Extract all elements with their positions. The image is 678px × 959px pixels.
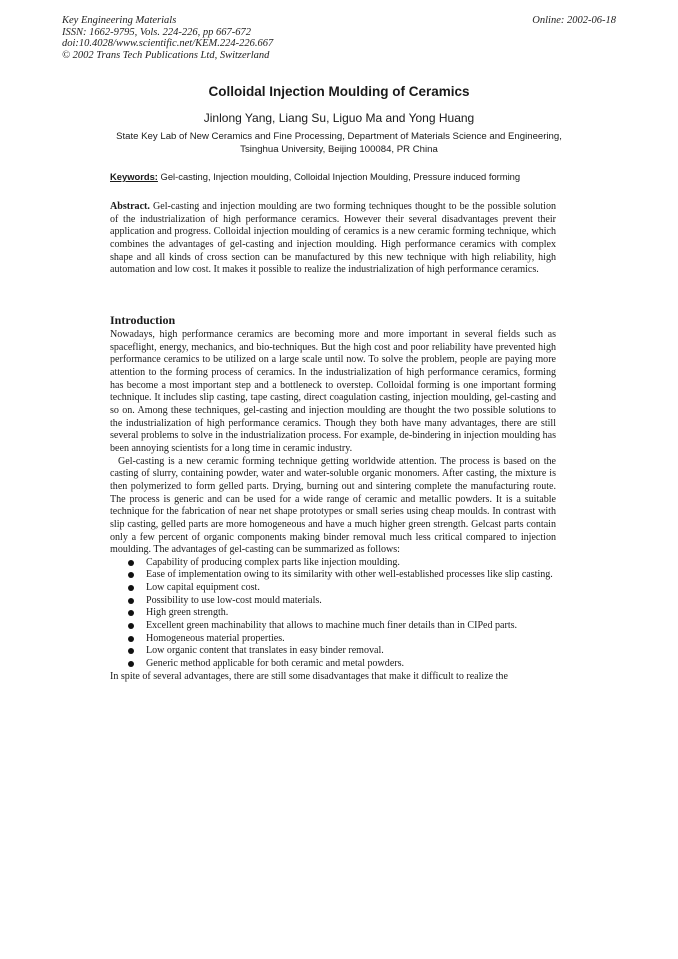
intro-paragraph: Nowadays, high performance ceramics are becoming more and more important in several fields such as spaceflight, energy, mechanics, and bio-techniques. But the high cost and poor reliability have prevented high performance ceramics to be utilized on a large scale until now. To solve the problem, people are paying more attention to the forming process of ceramics. In the industrialization of high performance ceramics, forming has become a most important step and a bottleneck to overstep. Colloidal forming is one important forming technique. It includes slip casting, tape casting, direct coagulation casting, injection moulding, gel-casting and so on. Among these techniques, gel-casting and injection moulding are thought the two possible solutions to the industrialization of high performance ceramics. Though they both have many advantages, there are still several problems to solve in the industrialization process. For example, de-bindering in injection moulding has been annoying scientists for a long time in ceramic industry.	[110, 329, 556, 454]
abstract-text: Gel-casting and injection moulding are two forming techniques thought to be the possible solution of the industrialization of high performance ceramics. However their several disadvantages prevent their application and progress. Colloidal injection moulding of ceramics is a new ceramic forming technique, which combines the advantages of gel-casting and injection moulding. High performance ceramics with complex shape and all kinds of cross section can be manufactured by this new technique with high reliability, high automation and low cost. It makes it possible to realize the industrialization of high performance ceramics.	[110, 201, 557, 276]
keywords-text: Gel-casting, Injection moulding, Colloidal Injection Moulding, Pressure induced forming	[160, 171, 521, 182]
advantages-list	[110, 557, 556, 671]
keywords-line	[110, 171, 580, 182]
bullet-icon	[128, 610, 134, 616]
list-item	[110, 658, 556, 671]
abstract-label: Abstract.	[110, 201, 150, 212]
intro-paragraph: Gel-casting is a new ceramic forming technique getting worldwide attention. The process is based on the casting of slurry, containing powder, water and water-soluble organic monomers. After casting, the mixture is then polymerized to form gelled parts. Drying, burning out and sintering complete the manufacturing route. The process is generic and can be used for a wide range of ceramic and metallic powders. It is a suitable technique for the fabrication of near net shape prototypes or small series using cheap moulds. In contrast with slip casting, gelled parts are more homogeneous and have a much higher green strength. Gelcast parts contain only a few percent of organic components making binder removal much less critical compared to injection moulding. The advantages of gel-casting can be summarized as follows:	[110, 455, 556, 556]
issn-line: ISSN: 1662-9795, Vols. 224-226, pp 667-672	[62, 26, 251, 38]
bullet-icon	[128, 585, 134, 591]
list-item-text: Homogeneous material properties.	[146, 632, 285, 644]
list-item-text: High green strength.	[146, 607, 229, 619]
list-item-text: Excellent green machinability that allows to machine much finer details than in CIPed parts.	[146, 620, 518, 632]
list-item	[110, 569, 556, 582]
bullet-icon	[128, 560, 134, 566]
copyright-line: © 2002 Trans Tech Publications Ltd, Switzerland	[62, 49, 270, 61]
bullet-icon	[128, 661, 134, 667]
journal-name: Key Engineering Materials	[62, 15, 177, 26]
list-item	[110, 582, 556, 595]
list-item-text: Low capital equipment cost.	[146, 582, 260, 594]
bullet-icon	[128, 598, 134, 604]
doi-link[interactable]: doi:10.4028/www.scientific.net/KEM.224-226.667	[62, 38, 274, 49]
list-item	[110, 595, 556, 608]
list-item	[110, 633, 556, 646]
list-item	[110, 607, 556, 620]
paper-title: Colloidal Injection Moulding of Ceramics	[208, 84, 470, 99]
list-item	[110, 620, 556, 633]
bullet-icon	[128, 572, 134, 578]
bullet-icon	[128, 623, 134, 629]
keywords-label: Keywords:	[110, 171, 158, 182]
author-list: Jinlong Yang, Liang Su, Liguo Ma and Yong Huang	[203, 111, 475, 125]
intro-paragraph: In spite of several advantages, there are still some disadvantages that make it difficult to realize the	[110, 670, 508, 682]
bullet-icon	[128, 636, 134, 642]
list-item-text: Low organic content that translates in easy binder removal.	[146, 645, 384, 657]
list-item	[110, 557, 556, 570]
affiliation: State Key Lab of New Ceramics and Fine Processing, Department of Materials Science and Engineering, Tsinghua University, Beijing 100084, PR China	[116, 131, 562, 155]
bullet-icon	[128, 648, 134, 654]
list-item-text: Capability of producing complex parts like injection moulding.	[146, 556, 400, 568]
abstract-block	[110, 201, 556, 277]
list-item	[110, 645, 556, 658]
introduction-body	[110, 329, 556, 683]
online-date: Online: 2002-06-18	[532, 15, 616, 26]
journal-header	[62, 15, 273, 61]
list-item-text: Possibility to use low-cost mould materials.	[146, 594, 322, 606]
list-item-text: Generic method applicable for both ceramic and metal powders.	[146, 658, 405, 670]
list-item-text: Ease of implementation owing to its similarity with other well-established processes like slip casting.	[146, 569, 553, 581]
section-heading-introduction: Introduction	[110, 313, 176, 327]
